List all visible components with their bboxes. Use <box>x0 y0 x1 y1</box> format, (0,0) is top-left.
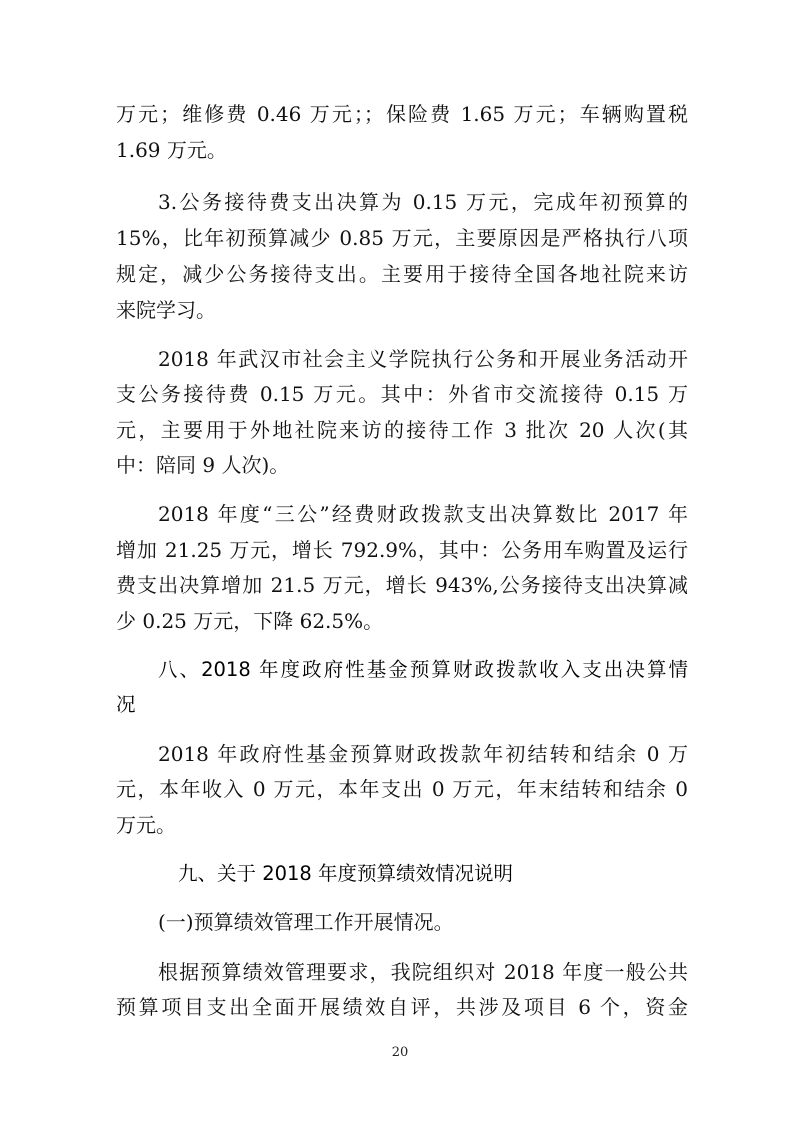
paragraph-line: 支公务接待费 0.15 万元。其中：外省市交流接待 0.15 万 <box>116 382 688 406</box>
paragraph-line: 1.69 万元。 <box>116 138 227 162</box>
paragraph-line: 规定，减少公务接待支出。主要用于接待全国各地社院来访 <box>116 262 688 286</box>
paragraph-line: 万元。 <box>116 813 176 837</box>
subsection-heading: (一)预算绩效管理工作开展情况。 <box>158 910 454 934</box>
section-heading: 况 <box>116 693 136 716</box>
paragraph-line: 元，本年收入 0 万元，本年支出 0 万元，年末结转和结余 0 <box>116 777 688 801</box>
paragraph-line: 3.公务接待费支出决算为 0.15 万元，完成年初预算的 <box>158 190 688 214</box>
paragraph-line: 增加 21.25 万元，增长 792.9%，其中：公务用车购置及运行 <box>116 538 688 562</box>
paragraph-line: 根据预算绩效管理要求，我院组织对 2018 年度一般公共 <box>158 960 688 984</box>
paragraph-line: 2018 年武汉市社会主义学院执行公务和开展业务活动开 <box>158 347 688 371</box>
paragraph-line: 2018 年政府性基金预算财政拨款年初结转和结余 0 万 <box>158 742 688 766</box>
paragraph-line: 预算项目支出全面开展绩效自评，共涉及项目 6 个，资金 <box>116 995 688 1019</box>
paragraph-line: 来院学习。 <box>116 298 216 322</box>
section-heading: 八、2018 年度政府性基金预算财政拨款收入支出决算情 <box>158 658 688 681</box>
paragraph-line: 万元；维修费 0.46 万元；；保险费 1.65 万元；车辆购置税 <box>116 102 688 126</box>
paragraph-line: 元，主要用于外地社院来访的接待工作 3 批次 20 人次(其 <box>116 418 688 442</box>
paragraph-line: 中：陪同 9 人次)。 <box>116 453 290 477</box>
paragraph-line: 15%，比年初预算减少 0.85 万元，主要原因是严格执行八项 <box>116 226 688 250</box>
section-heading: 九、关于 2018 年度预算绩效情况说明 <box>178 862 514 885</box>
paragraph-line: 2018 年度“三公”经费财政拨款支出决算数比 2017 年 <box>158 502 688 526</box>
page-number: 20 <box>391 1045 409 1060</box>
paragraph-line: 少 0.25 万元，下降 62.5%。 <box>116 609 384 633</box>
paragraph-line: 费支出决算增加 21.5 万元，增长 943%,公务接待支出决算减 <box>116 573 688 597</box>
